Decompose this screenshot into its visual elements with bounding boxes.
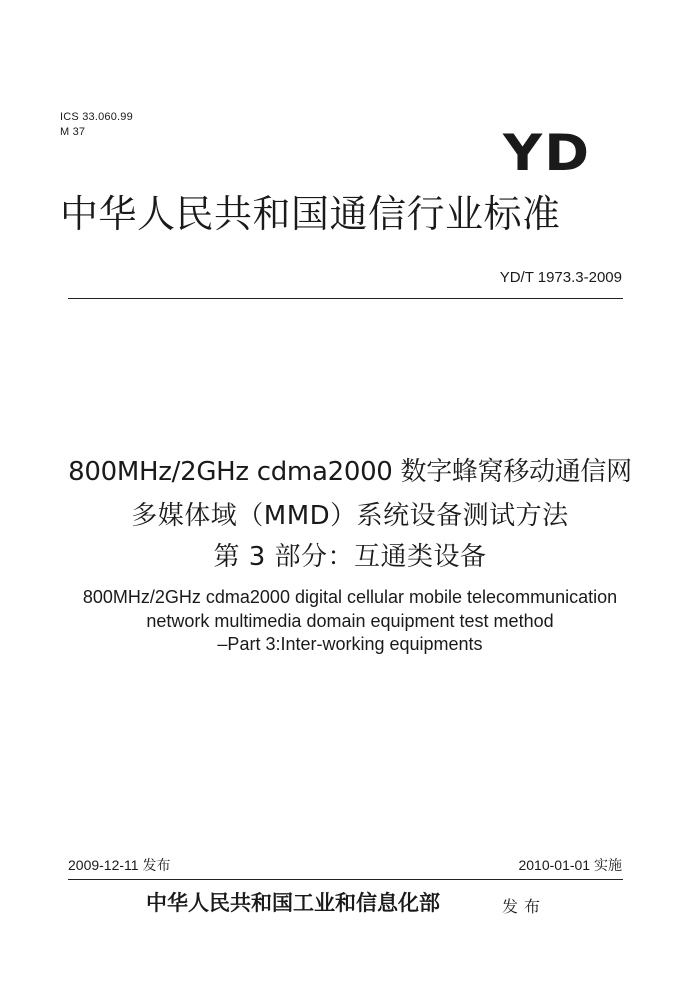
org-standard-title: 中华人民共和国通信行业标准 [60,192,561,236]
footer-divider [68,879,623,880]
chinese-title-line-3: 第 3 部分：互通类设备 [213,542,487,572]
chinese-title-line-1: 800MHz/2GHz cdma2000 数字蜂窝移动通信网 [68,457,632,487]
issuer-action: 发布 [502,899,547,916]
issuing-authority: 中华人民共和国工业和信息化部 [146,890,440,915]
english-title-line-2: network multimedia domain equipment test method [146,611,554,631]
issue-date: 2009-12-11 发布 [68,857,171,873]
standard-number: YD/T 1973.3-2009 [499,269,622,286]
yd-logo: YD [503,124,592,182]
ics-code: ICS 33.060.99 [60,111,133,123]
english-title-line-1: 800MHz/2GHz cdma2000 digital cellular mobile telecommunication [82,587,618,607]
header-divider [68,298,623,299]
english-title-line-3: –Part 3:Inter-working equipments [217,634,483,654]
classification-codes [60,110,133,140]
chinese-title-line-2: 多媒体域（MMD）系统设备测试方法 [131,501,569,531]
ccs-code: M 37 [60,126,86,138]
implementation-date: 2010-01-01 实施 [518,857,622,873]
